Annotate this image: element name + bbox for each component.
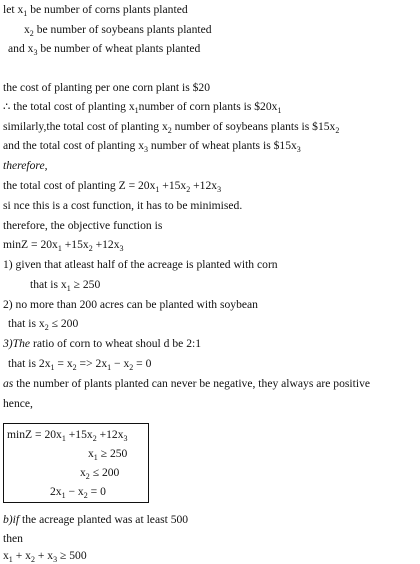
constraint-1: that is $x_1 \ge 250$ bbox=[30, 278, 101, 293]
part-b-line: b)if the acreage planted was at least 500 bbox=[3, 513, 189, 526]
condition-2-line: 2) no more than 200 acres can be planted with soybean bbox=[3, 298, 258, 311]
wheat-total-cost-line: and the total cost of planting $x_3$ number of wheat plants is $\$15x_3$ bbox=[3, 139, 301, 154]
condition-1-line: 1) given that atleast half of the acreage is planted with corn bbox=[3, 258, 278, 271]
condition-3-line: 3)The ratio of corn to wheat shoul d be 2:1 bbox=[3, 337, 202, 350]
corn-cost-line: the cost of planting per one corn plant is $20 bbox=[3, 81, 211, 94]
corn-total-cost-line: ∴ the total cost of planting $x_1number$ of corn plants is $\$20x_1$ bbox=[3, 100, 282, 115]
def-x3-line: and $x_3$ be number of wheat plants planted bbox=[8, 42, 201, 57]
therefore-line: therefore, bbox=[3, 159, 48, 172]
objective-intro-line: therefore, the objective function is bbox=[3, 219, 163, 232]
non-negativity-line: as the number of plants planted can never be negative, they always are positive bbox=[3, 377, 371, 390]
def-x1-line: let $x_1$ be number of corns plants planted bbox=[3, 3, 188, 18]
box-objective: $\min Z = 20x_1 +15x_2 +12x_3$ bbox=[7, 428, 128, 443]
box-constraint-3: $2x_1 - x_2 = 0$ bbox=[50, 485, 106, 500]
acreage-constraint: $x_1 + x_2 + x_3 \ge 500$ bbox=[3, 549, 87, 564]
objective-function: $\min Z = 20x_1 +15x_2 +12x_3$ bbox=[3, 238, 124, 253]
constraint-3: that is $2x_1 = x_2 => 2x_1 - x_2 = 0$ bbox=[8, 357, 152, 372]
box-constraint-1: $x_1 \ge 250$ bbox=[88, 447, 128, 462]
model-summary-box bbox=[3, 423, 149, 503]
def-x2-line: $x_2$ be number of soybeans plants planted bbox=[24, 23, 212, 38]
cost-function-line: si nce this is a cost function, it has to be minimised. bbox=[3, 199, 243, 212]
then-line: then bbox=[3, 532, 23, 545]
total-cost-equation: the total cost of planting $Z = 20x_1 +15x_2 +12x_3$ bbox=[3, 179, 222, 194]
soy-total-cost-line: similarly,the total cost of planting $x_2$ number of soybeans plants is $\$15x_2$ bbox=[3, 120, 340, 135]
box-constraint-2: $x_2 \le 200$ bbox=[80, 466, 120, 481]
constraint-2: that is $x_2 \le 200$ bbox=[8, 317, 79, 332]
hence-line: hence, bbox=[3, 397, 33, 410]
